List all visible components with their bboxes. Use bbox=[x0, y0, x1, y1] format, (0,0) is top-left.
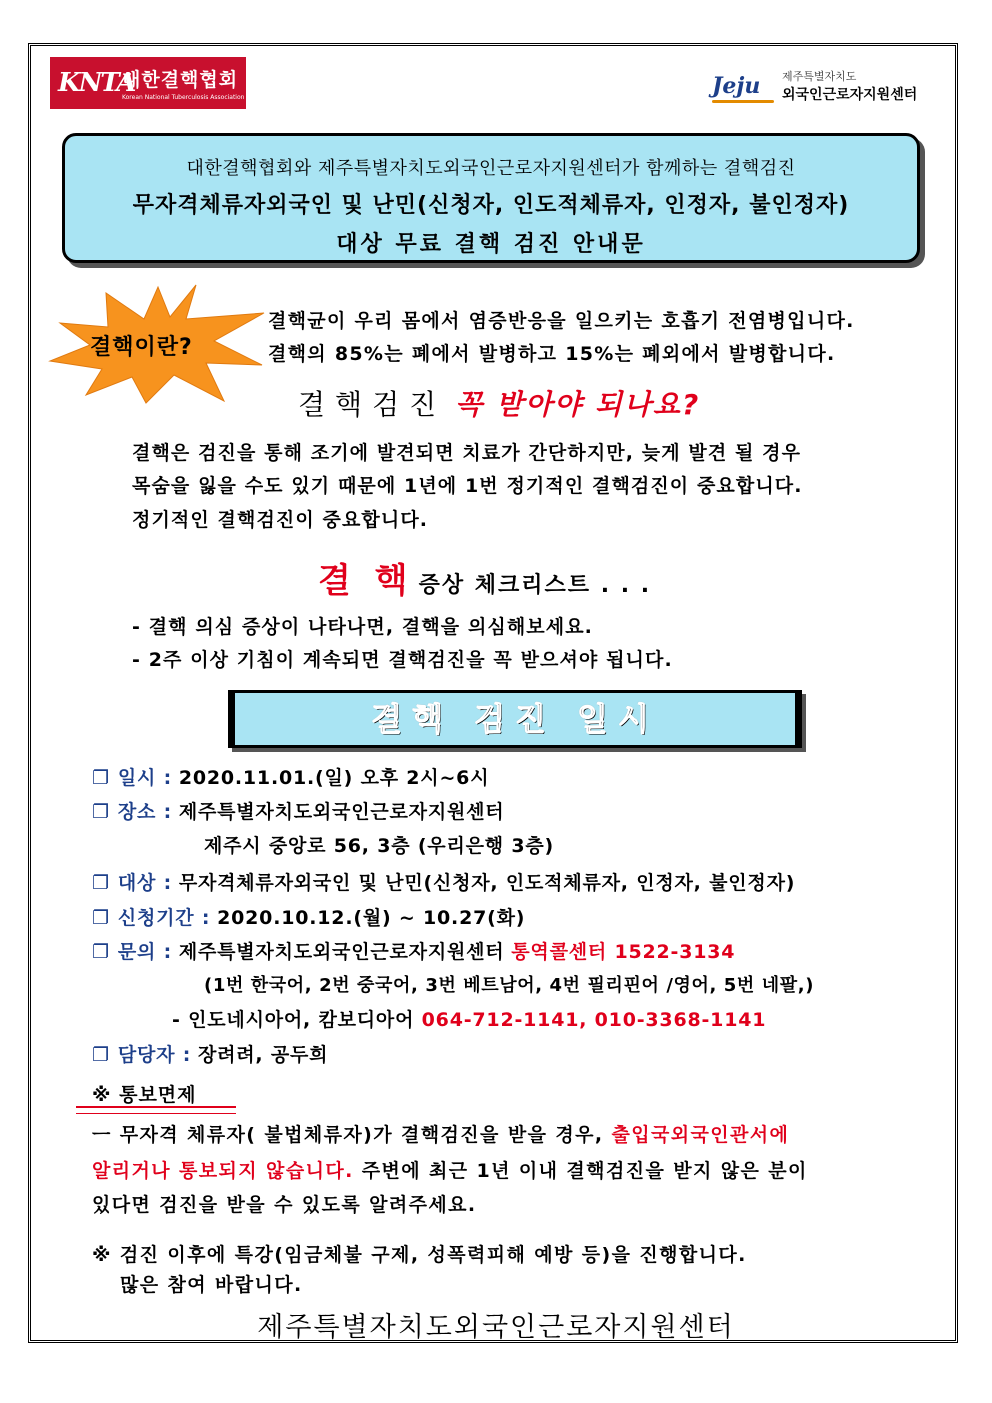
contact-phones: 064-712-1141, 010-3368-1141 bbox=[421, 1009, 767, 1031]
checkbox-icon: ❐ bbox=[92, 1044, 110, 1066]
schedule-banner: 결핵 검진 일시 bbox=[228, 690, 802, 748]
contact-callcenter: 통역콜센터 1522-3134 bbox=[511, 941, 736, 963]
definition-line-2: 결핵의 85%는 폐에서 발병하고 15%는 폐외에서 발병합니다. bbox=[268, 343, 836, 365]
title-box bbox=[62, 133, 920, 263]
tb-definition-badge: 결핵이란? bbox=[90, 335, 193, 360]
checkbox-icon: ❐ bbox=[92, 907, 110, 929]
question-para-1: 결핵은 검진을 통해 조기에 발견되면 치료가 간단하지만, 늦게 발견 될 경우 bbox=[132, 442, 802, 464]
knta-mark: KNTA bbox=[58, 68, 135, 98]
checkbox-icon: ❐ bbox=[92, 801, 110, 823]
jeju-center: 외국인근로자지원센터 bbox=[782, 87, 918, 103]
checkbox-icon: ❐ bbox=[92, 941, 110, 963]
jeju-logo bbox=[712, 66, 948, 106]
schedule-place-address: 제주시 중앙로 56, 3층 (우리은행 3층) bbox=[204, 835, 554, 857]
question-para-2: 목숨을 잃을 수도 있기 때문에 1년에 1번 정기적인 결핵검진이 중요합니다. bbox=[132, 475, 803, 497]
title-subtitle: 대한결핵협회와 제주특별자치도외국인근로자지원센터가 함께하는 결핵검진 bbox=[186, 158, 796, 179]
checklist-item-1: - 결핵 의심 증상이 나타나면, 결핵을 의심해보세요. bbox=[132, 616, 593, 638]
notice-para-4: ※ 검진 이후에 특강(임금체불 구제, 성폭력피해 예방 등)을 진행합니다. bbox=[92, 1244, 747, 1266]
contact-languages: (1번 한국어, 2번 중국어, 3번 베트남어, 4번 필리핀어 /영어, 5번 네팔,) bbox=[204, 975, 815, 996]
checkbox-icon: ❐ bbox=[92, 872, 110, 894]
contact-languages-2: - 인도네시아어, 캄보디아어 064-712-1141, 010-3368-1141 bbox=[172, 1009, 767, 1031]
jeju-mark: Jeju bbox=[712, 73, 782, 99]
definition-line-1: 결핵균이 우리 몸에서 염증반응을 일으키는 호흡기 전염병입니다. bbox=[268, 310, 855, 332]
checklist-item-2: - 2주 이상 기침이 계속되면 결핵검진을 꼭 받으셔야 됩니다. bbox=[132, 649, 673, 671]
schedule-date-row: ❐ 일시 : 2020.11.01.(일) 오후 2시~6시 bbox=[92, 767, 490, 789]
notice-para-5: 많은 참여 바랍니다. bbox=[120, 1274, 303, 1296]
knta-logo bbox=[50, 57, 246, 109]
schedule-place-row: ❐ 장소 : 제주특별자치도외국인근로자지원센터 bbox=[92, 801, 505, 823]
knta-name: 대한결핵협회 bbox=[122, 69, 239, 91]
title-sub: 대상 무료 결핵 검진 안내문 bbox=[336, 232, 646, 257]
schedule-target-row: ❐ 대상 : 무자격체류자외국인 및 난민(신청자, 인도적체류자, 인정자, 불인정자) bbox=[92, 872, 796, 894]
footer-organization: 제주특별자치도외국인근로자지원센터 bbox=[257, 1312, 735, 1343]
knta-english: Korean National Tuberculosis Association bbox=[122, 94, 245, 101]
notice-para-2: 알리거나 통보되지 않습니다. 주변에 최근 1년 이내 결핵검진을 받지 않은 분이 bbox=[92, 1160, 808, 1182]
question-heading: 결핵검진 꼭 받아야 되나요? bbox=[298, 388, 701, 421]
notice-underline bbox=[76, 1106, 236, 1114]
notice-heading: ※ 통보면제 bbox=[92, 1084, 197, 1106]
schedule-apply-row: ❐ 신청기간 : 2020.10.12.(월) ~ 10.27(화) bbox=[92, 907, 526, 929]
checkbox-icon: ❐ bbox=[92, 767, 110, 789]
schedule-staff-row: ❐ 담당자 : 장려려, 공두희 bbox=[92, 1044, 329, 1066]
question-emphasis: 꼭 받아야 되나요? bbox=[455, 388, 701, 421]
title-main: 무자격체류자외국인 및 난민(신청자, 인도적체류자, 인정자, 불인정자) bbox=[132, 193, 850, 218]
notice-para-3: 있다면 검진을 받을 수 있도록 알려주세요. bbox=[92, 1194, 477, 1216]
question-para-3: 정기적인 결핵검진이 중요합니다. bbox=[132, 509, 429, 531]
schedule-contact-row: ❐ 문의 : 제주특별자치도외국인근로자지원센터 통역콜센터 1522-3134 bbox=[92, 941, 736, 963]
checklist-heading: 결 핵 증상 체크리스트 . . . bbox=[318, 561, 652, 601]
jeju-region: 제주특별자치도 bbox=[782, 70, 857, 83]
notice-para-1: ㅡ 무자격 체류자( 불법체류자)가 결핵검진을 받을 경우, 출입국외국인관서에 bbox=[92, 1124, 790, 1146]
